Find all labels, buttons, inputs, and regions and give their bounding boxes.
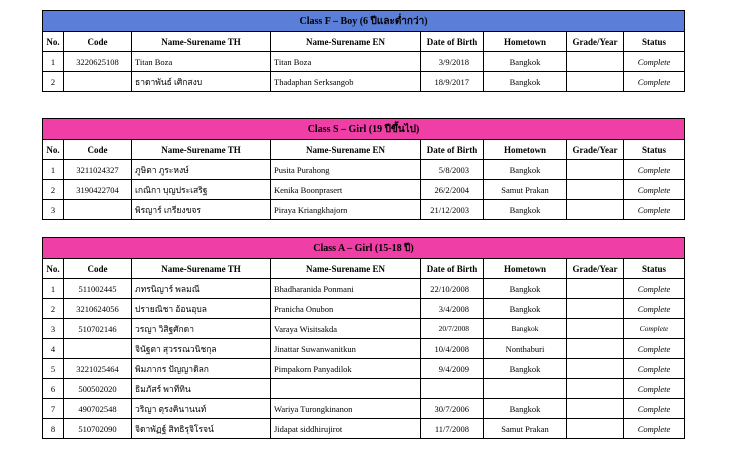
cell-row-number: 7 <box>43 399 64 419</box>
cell-code: 510702146 <box>64 319 132 339</box>
cell-grade-year <box>567 160 624 180</box>
table-row <box>43 359 685 379</box>
cell-hometown: Bangkok <box>484 72 567 92</box>
cell-name-english: Bhadharanida Ponmani <box>271 279 421 299</box>
cell-hometown: Bangkok <box>484 359 567 379</box>
cell-hometown: Bangkok <box>484 279 567 299</box>
cell-grade-year <box>567 419 624 439</box>
cell-date-of-birth: 9/4/2009 <box>421 359 484 379</box>
column-header-code: Code <box>64 259 132 279</box>
cell-status: Complete <box>624 319 685 339</box>
column-header-grade-year: Grade/Year <box>567 259 624 279</box>
column-header-status: Status <box>624 140 685 160</box>
table-row <box>43 52 685 72</box>
cell-grade-year <box>567 299 624 319</box>
cell-name-english: Pimpakorn Panyadilok <box>271 359 421 379</box>
cell-row-number: 2 <box>43 180 64 200</box>
table-row <box>43 399 685 419</box>
cell-grade-year <box>567 359 624 379</box>
cell-status: Complete <box>624 339 685 359</box>
cell-grade-year <box>567 279 624 299</box>
cell-name-english: Titan Boza <box>271 52 421 72</box>
table-row <box>43 279 685 299</box>
cell-grade-year <box>567 319 624 339</box>
cell-date-of-birth: 21/12/2003 <box>421 200 484 220</box>
table-row <box>43 299 685 319</box>
cell-name-thai: จินัฐตา สุวรรณวนิชกุล <box>132 339 271 359</box>
class-table <box>42 118 685 220</box>
cell-status: Complete <box>624 180 685 200</box>
column-header-row-number: No. <box>43 32 64 52</box>
cell-row-number: 6 <box>43 379 64 399</box>
cell-name-thai: ภทรนิญาร์ พลมณี <box>132 279 271 299</box>
column-header-row-number: No. <box>43 259 64 279</box>
cell-name-english: Jidapat siddhirujirot <box>271 419 421 439</box>
cell-hometown: Bangkok <box>484 200 567 220</box>
class-title: Class F – Boy (6 ปีและต่ำกว่า) <box>43 11 685 32</box>
class-table <box>42 10 685 92</box>
cell-hometown: Bangkok <box>484 319 567 339</box>
cell-date-of-birth: 11/7/2008 <box>421 419 484 439</box>
cell-status: Complete <box>624 279 685 299</box>
cell-name-english: Wariya Turongkinanon <box>271 399 421 419</box>
cell-code: 3211024327 <box>64 160 132 180</box>
column-header-name-thai: Name-Surename TH <box>132 140 271 160</box>
column-header-name-thai: Name-Surename TH <box>132 259 271 279</box>
cell-date-of-birth: 3/9/2018 <box>421 52 484 72</box>
table-row <box>43 72 685 92</box>
cell-name-english: Varaya Wisitsakda <box>271 319 421 339</box>
column-header-row-number: No. <box>43 140 64 160</box>
cell-hometown: Bangkok <box>484 52 567 72</box>
cell-name-thai: ภูษิตา ภูระหงษ์ <box>132 160 271 180</box>
cell-row-number: 3 <box>43 200 64 220</box>
table-row <box>43 419 685 439</box>
cell-code: 490702548 <box>64 399 132 419</box>
cell-hometown: Bangkok <box>484 399 567 419</box>
cell-code: 511002445 <box>64 279 132 299</box>
cell-code: 3190422704 <box>64 180 132 200</box>
cell-code: 510702090 <box>64 419 132 439</box>
cell-grade-year <box>567 72 624 92</box>
cell-grade-year <box>567 379 624 399</box>
table-row <box>43 180 685 200</box>
column-header-name-thai: Name-Surename TH <box>132 32 271 52</box>
cell-row-number: 4 <box>43 339 64 359</box>
cell-date-of-birth: 5/8/2003 <box>421 160 484 180</box>
column-header-date-of-birth: Date of Birth <box>421 259 484 279</box>
cell-status: Complete <box>624 200 685 220</box>
cell-name-thai: พิรญาร์ เกรียงขจร <box>132 200 271 220</box>
class-title: Class A – Girl (15-18 ปี) <box>43 238 685 259</box>
cell-status: Complete <box>624 359 685 379</box>
column-header-grade-year: Grade/Year <box>567 32 624 52</box>
cell-grade-year <box>567 339 624 359</box>
cell-name-thai: ปรายณิชา อ้อนอุบล <box>132 299 271 319</box>
cell-grade-year <box>567 200 624 220</box>
cell-name-thai: พิมภากร ปัญญาดิลก <box>132 359 271 379</box>
cell-code <box>64 339 132 359</box>
cell-date-of-birth: 30/7/2006 <box>421 399 484 419</box>
cell-hometown: Samut Prakan <box>484 419 567 439</box>
cell-date-of-birth: 26/2/2004 <box>421 180 484 200</box>
cell-hometown: Nonthaburi <box>484 339 567 359</box>
cell-code: 3220625108 <box>64 52 132 72</box>
cell-date-of-birth: 20/7/2008 <box>421 319 484 339</box>
cell-status: Complete <box>624 419 685 439</box>
cell-name-thai: วริญา ตุรงคินานนท์ <box>132 399 271 419</box>
cell-grade-year <box>567 52 624 72</box>
cell-date-of-birth: 22/10/2008 <box>421 279 484 299</box>
column-header-code: Code <box>64 140 132 160</box>
column-header-name-english: Name-Surename EN <box>271 140 421 160</box>
cell-status: Complete <box>624 379 685 399</box>
table-row <box>43 339 685 359</box>
cell-name-english <box>271 379 421 399</box>
cell-name-thai: เกณิกา บุญประเสริฐ <box>132 180 271 200</box>
cell-grade-year <box>567 180 624 200</box>
cell-code: 3210624056 <box>64 299 132 319</box>
cell-hometown <box>484 379 567 399</box>
cell-name-english: Kenika Boonprasert <box>271 180 421 200</box>
cell-status: Complete <box>624 160 685 180</box>
column-header-grade-year: Grade/Year <box>567 140 624 160</box>
column-header-hometown: Hometown <box>484 259 567 279</box>
column-header-date-of-birth: Date of Birth <box>421 32 484 52</box>
cell-status: Complete <box>624 399 685 419</box>
cell-row-number: 5 <box>43 359 64 379</box>
cell-row-number: 1 <box>43 52 64 72</box>
column-header-status: Status <box>624 32 685 52</box>
table-row <box>43 319 685 339</box>
cell-status: Complete <box>624 72 685 92</box>
cell-code: 500502020 <box>64 379 132 399</box>
cell-name-english: Piraya Kriangkhajorn <box>271 200 421 220</box>
cell-name-english: Pranicha Onubon <box>271 299 421 319</box>
cell-row-number: 2 <box>43 72 64 92</box>
class-table <box>42 237 685 439</box>
cell-name-thai: ธาดาพันธ์ เศิกสงบ <box>132 72 271 92</box>
cell-date-of-birth: 18/9/2017 <box>421 72 484 92</box>
cell-row-number: 1 <box>43 279 64 299</box>
column-header-name-english: Name-Surename EN <box>271 259 421 279</box>
cell-name-english: Pusita Purahong <box>271 160 421 180</box>
cell-code: 3221025464 <box>64 359 132 379</box>
cell-name-english: Jinattar Suwanwanitkun <box>271 339 421 359</box>
table-row <box>43 200 685 220</box>
cell-row-number: 8 <box>43 419 64 439</box>
column-header-hometown: Hometown <box>484 140 567 160</box>
cell-date-of-birth: 3/4/2008 <box>421 299 484 319</box>
column-header-code: Code <box>64 32 132 52</box>
cell-code <box>64 200 132 220</box>
cell-row-number: 2 <box>43 299 64 319</box>
cell-name-thai: จิดาพัฏฐ์ สิทธิรุจิโรจน์ <box>132 419 271 439</box>
cell-status: Complete <box>624 52 685 72</box>
column-header-date-of-birth: Date of Birth <box>421 140 484 160</box>
cell-grade-year <box>567 399 624 419</box>
cell-hometown: Samut Prakan <box>484 180 567 200</box>
column-header-status: Status <box>624 259 685 279</box>
cell-hometown: Bangkok <box>484 299 567 319</box>
cell-name-thai: ธิมภัสร์ พาทีทิน <box>132 379 271 399</box>
cell-name-english: Thadaphan Serksangob <box>271 72 421 92</box>
table-row <box>43 379 685 399</box>
cell-date-of-birth <box>421 379 484 399</box>
cell-row-number: 3 <box>43 319 64 339</box>
column-header-hometown: Hometown <box>484 32 567 52</box>
cell-hometown: Bangkok <box>484 160 567 180</box>
cell-date-of-birth: 10/4/2008 <box>421 339 484 359</box>
column-header-name-english: Name-Surename EN <box>271 32 421 52</box>
table-row <box>43 160 685 180</box>
cell-name-thai: Titan Boza <box>132 52 271 72</box>
cell-row-number: 1 <box>43 160 64 180</box>
cell-name-thai: วรญา วิสิฐศักดา <box>132 319 271 339</box>
cell-status: Complete <box>624 299 685 319</box>
cell-code <box>64 72 132 92</box>
class-title: Class S – Girl (19 ปีขึ้นไป) <box>43 119 685 140</box>
